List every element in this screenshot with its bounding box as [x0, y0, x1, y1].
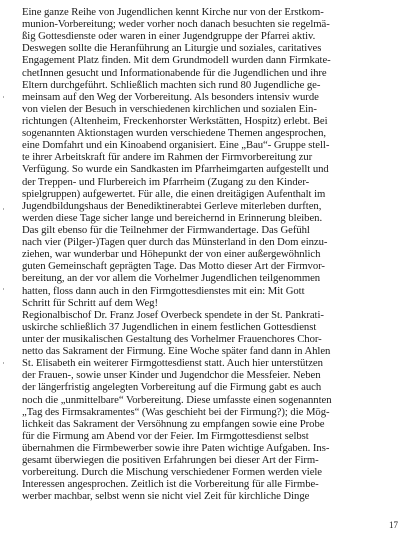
text-line: chetInnen gesucht und Informationabende für die Jugendlichen und ihre: [22, 66, 327, 79]
text-line: bereitung, an der vor allem die Vorhelmer Jugendlichen teilgenommen: [22, 272, 321, 285]
text-line: „Tag des Firmsakramentes“ (Was geschieht bei der Firmung?); die Mög-: [22, 405, 330, 418]
text-line: Interessen angesprochen. Zeitlich ist die Vorbereitung für alle Firmbe-: [22, 478, 319, 491]
text-line: der längerfristig angelegten Vorbereitung auf die Firmung gabt es auch: [22, 381, 322, 394]
body-text: [22, 6, 394, 502]
margin-mark: [3, 362, 4, 364]
text-line: Eine ganze Reihe von Jugendlichen kennt Kirche nur von der Erstkom-: [22, 6, 324, 18]
text-line: munion-Vorbereitung; weder vorher noch danach besuchten sie regelmä-: [22, 18, 330, 31]
text-line: werber machbar, selbst wenn sie nicht viel Zeit für kirchliche Dinge: [22, 490, 310, 503]
text-line: eine Domfahrt und ein Kinoabend organisiert. Eine „Bau“- Gruppe stell-: [22, 139, 330, 152]
text-line: Schritt für Schritt auf dem Weg!: [22, 296, 158, 309]
text-line: noch die „unmittelbare“ Vorbereitung. Diese umfasste einen sogenannten: [22, 393, 332, 406]
text-line: übernahmen die Firmbewerber sowie ihre Paten wichtige Aufgaben. Ins-: [22, 441, 330, 454]
text-line: unter der musikalischen Gestaltung des Vorhelmer Frauenchores Chor-: [22, 332, 322, 345]
text-line: Das gilt ebenso für die Teilnehmer der Firmwandertage. Das Gefühl: [22, 223, 310, 236]
text-line: St. Elisabeth ein weiterer Firmgottesdienst statt. Auch hier unterstützen: [22, 357, 323, 370]
text-line: vorbereitung. Durch die Mischung verschiedener Formen werden viele: [22, 466, 323, 479]
text-line: spielgruppen) aufgewertet. Für alle, die einen dreitägigen Aufenthalt im: [22, 187, 326, 200]
text-line: Engagement Platz finden. Mit dem Grundmodell wurden dann Firmkate-: [22, 54, 331, 67]
text-line: meinsam auf den Weg der Vorbereitung. Als besonders intensiv wurde: [22, 90, 319, 103]
text-line: von vielen der Besuch in verschiedenen kirchlichen und sozialen Ein-: [22, 102, 317, 115]
text-line: Regionalbischof Dr. Franz Josef Overbeck spendete in der St. Pankrati-: [22, 308, 324, 321]
text-line: te ihrer Arbeitskraft für andere im Rahmen der Firmvorbereitung zur: [22, 151, 313, 164]
text-line: hatten, floss dann auch in den Firmgottesdienstes mit ein: Mit Gott: [22, 284, 305, 297]
text-line: Jugendbildungshaus der Benediktinerabtei Gerleve miterleben durften,: [22, 199, 322, 212]
text-line: der Frauen-, sowie unser Kinder und Jugendchor die Messfeier. Neben: [22, 369, 321, 382]
text-line: nach vier (Pilger-)Tagen quer durch das Münsterland in den Dom einzu-: [22, 236, 328, 249]
text-line: der Treppen- und Flurbereich im Pfarrheim (Zugang zu den Kinder-: [22, 175, 310, 188]
text-line: richtungen (Altenheim, Freckenhorster Werkstätten, Hospitz) erlebt. Bei: [22, 114, 328, 127]
text-line: gesamt überwiegen die positiven Erfahrungen bei dieser Art der Firm-: [22, 454, 319, 467]
text-line: lichkeit das Sakrament der Versöhnung zu empfangen sowie eine Probe: [22, 417, 325, 430]
text-line: für die Firmung am Abend vor der Feier. Im Firmgottesdienst selbst: [22, 429, 309, 442]
text-line: Deswegen sollte die Heranführung an Liturgie und soziales, caritatives: [22, 42, 322, 55]
text-line: werden diese Tage sicher lange und bereichernd in Erinnerung bleiben.: [22, 211, 323, 224]
text-line: Verfügung. So wurde ein Sandkasten im Pfarrheimgarten aufgestellt und: [22, 163, 329, 176]
text-line: ßig Gottesdienste oder waren in einer Jugendgruppe der Pfarrei aktiv.: [22, 30, 316, 43]
margin-mark: [3, 208, 4, 210]
text-line: guten Gemeinschaft geprägten Tage. Das Motto dieser Art der Firmvor-: [22, 260, 325, 273]
text-line: uskirche schließlich 37 Jugendlichen in einem festlichen Gottesdienst: [22, 320, 317, 333]
text-line: ziehen, war wunderbar und Höhepunkt der von einer außergewöhnlich: [22, 248, 321, 261]
margin-mark: [3, 288, 4, 290]
page-number: 17: [389, 520, 398, 530]
text-line: sogenannten Aktionstagen wurden verschiedene Themen angesprochen,: [22, 127, 327, 140]
margin-mark: [3, 96, 4, 98]
text-line: netto das Sakrament der Firmung. Eine Woche später fand dann in Ahlen: [22, 345, 331, 358]
text-line: Eltern durchgeführt. Schließlich machten sich rund 80 Jugendliche ge-: [22, 78, 321, 91]
